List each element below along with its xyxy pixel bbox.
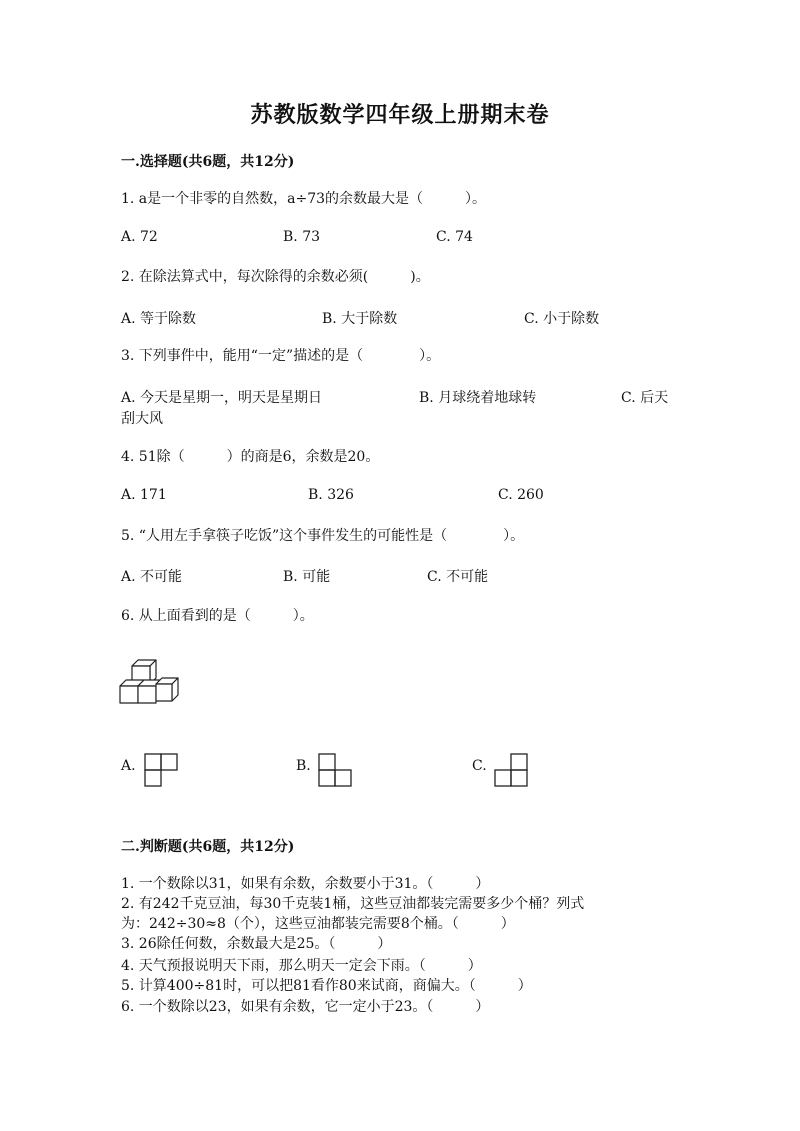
judgement-item: 2. 有242千克豆油，每30千克装1桶，这些豆油都装完需要多少个桶？列式: [121, 896, 585, 912]
option-c: C. 后天: [621, 390, 669, 406]
shape-option-c-icon: [494, 753, 528, 787]
option-a: A. 不可能: [121, 569, 183, 585]
option-a: A. 171: [121, 487, 167, 503]
judgement-item: 6. 一个数除以23，如果有余数，它一定小于23。（ ）: [121, 999, 490, 1015]
option-c: C. 小于除数: [524, 311, 600, 327]
question-stem: 6. 从上面看到的是（ ）。: [121, 608, 314, 624]
option-c: C.: [472, 758, 487, 774]
option-b: B. 326: [308, 487, 354, 503]
option-a: A. 等于除数: [121, 311, 197, 327]
judgement-item: 3. 26除任何数，余数最大是25。（ ）: [121, 936, 392, 952]
option-b: B.: [296, 758, 311, 774]
option-b: B. 可能: [283, 569, 331, 585]
judgement-item: 1. 一个数除以31，如果有余数，余数要小于31。（ ）: [121, 876, 490, 892]
judgement-item: 5. 计算400÷81时，可以把81看作80来试商，商偏大。（ ）: [121, 978, 532, 994]
question-stem: 4. 51除（ ）的商是6，余数是20。: [121, 449, 380, 465]
judgement-item-continued: 为：242÷30≈8（个），这些豆油都装完需要8个桶。（ ）: [121, 916, 515, 932]
shape-option-b-icon: [318, 753, 352, 787]
question-stem: 1. a是一个非零的自然数，a÷73的余数最大是（ ）。: [121, 191, 487, 207]
option-a: A. 72: [121, 229, 158, 245]
option-c: C. 不可能: [427, 569, 489, 585]
question-stem: 2. 在除法算式中，每次除得的余数必须( )。: [121, 269, 430, 285]
question-stem: 5. “人用左手拿筷子吃饭”这个事件发生的可能性是（ ）。: [121, 528, 525, 544]
option-c: C. 260: [498, 487, 544, 503]
section-heading-judgement: 二.判断题(共6题，共12分): [121, 839, 295, 855]
shape-option-a-icon: [144, 753, 178, 787]
cube-stack-figure: [120, 660, 182, 704]
option-a: A.: [121, 758, 136, 774]
judgement-item: 4. 天气预报说明天下雨，那么明天一定会下雨。（ ）: [121, 958, 482, 974]
option-b: B. 大于除数: [322, 311, 398, 327]
option-c-wrap: 刮大风: [121, 411, 163, 427]
option-a: A. 今天是星期一，明天是星期日: [121, 390, 323, 406]
option-b: B. 月球绕着地球转: [419, 390, 537, 406]
question-stem: 3. 下列事件中，能用“一定”描述的是（ ）。: [121, 348, 441, 364]
option-b: B. 73: [283, 229, 321, 245]
option-c: C. 74: [436, 229, 473, 245]
page-title: 苏教版数学四年级上册期末卷: [250, 102, 550, 128]
section-heading-choice: 一.选择题(共6题，共12分): [121, 154, 295, 170]
